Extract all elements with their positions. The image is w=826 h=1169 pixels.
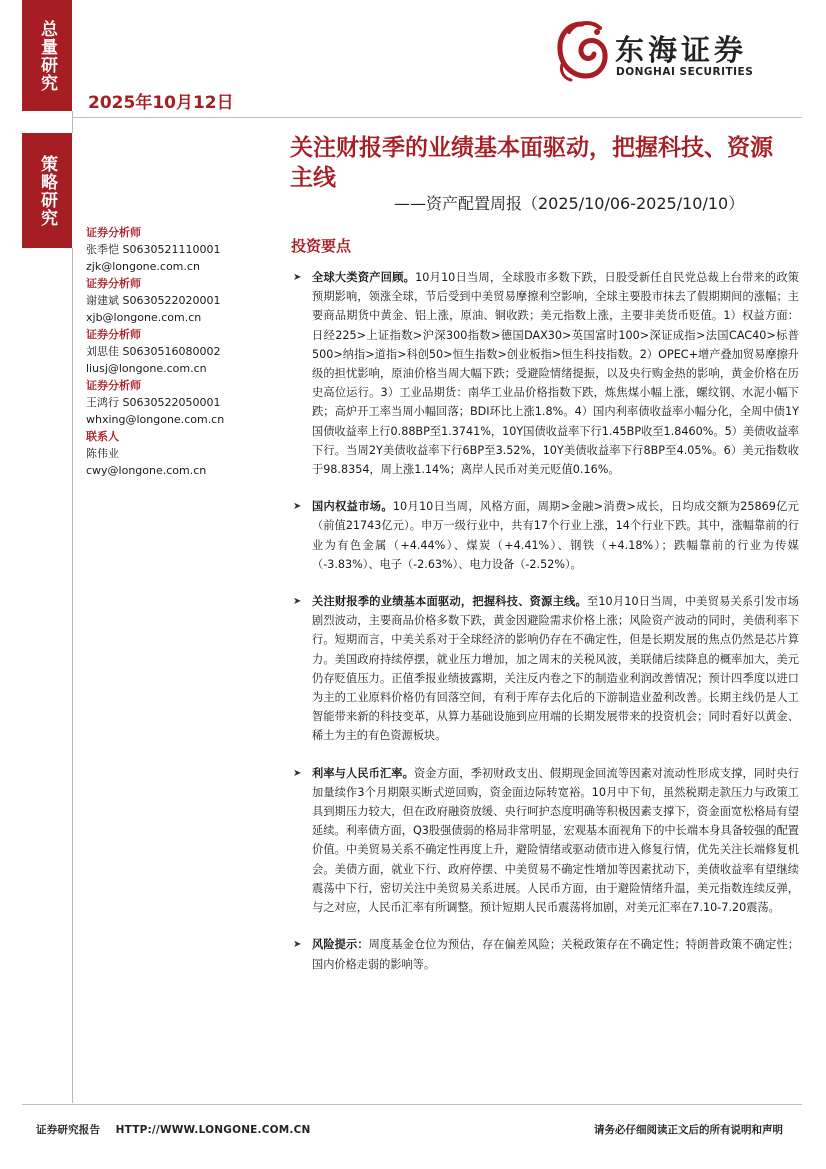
analyst-email[interactable]: xjb@longone.com.cn <box>86 311 202 324</box>
key-point-lead: 关注财报季的业绩基本面驱动，把握科技、资源主线。 <box>312 595 587 609</box>
donghai-logo-icon <box>553 18 611 84</box>
key-point-item <box>291 935 799 973</box>
analyst-email[interactable]: zjk@longone.com.cn <box>86 260 200 273</box>
footer-left-text[interactable]: 证券研究报告 HTTP://WWW.LONGONE.COM.CN <box>36 1124 311 1136</box>
category-badge-strategy-text: 策略研究 <box>37 154 57 227</box>
section-heading-key-points: 投资要点 <box>291 237 352 255</box>
key-point-text: 10月10日当周，风格方面，周期>金融>消费>成长，日均成交额为25869亿元（前值21743亿元）。申万一级行业中，共有17个行业上涨，14个行业下跌。其中，涨幅靠前的行业为有色金属（+4.44%）、煤炭（+4.41%）、钢铁（+4.18%）；跌幅靠前的行业为传媒（-3.83%）、电子（-2.63%）、电力设备（-2.52%）。 <box>312 500 799 571</box>
analyst-entry <box>86 377 276 428</box>
contact-email[interactable]: cwy@longone.com.cn <box>86 464 207 477</box>
key-point-lead: 全球大类资产回顾。 <box>312 271 416 284</box>
analyst-entry <box>86 275 276 326</box>
key-points-body <box>291 268 799 992</box>
analyst-entry <box>86 224 276 275</box>
report-title: 关注财报季的业绩基本面驱动，把握科技、资源主线 <box>290 135 773 191</box>
contact-entry <box>86 428 276 479</box>
contact-role: 联系人 <box>86 430 119 443</box>
arrow-bullet-icon: ➤ <box>293 767 302 779</box>
report-date: 2025年10月12日 <box>88 93 234 113</box>
analyst-name: 谢建斌 S0630522020001 <box>86 294 221 307</box>
key-point-text: 资金方面，季初财政支出、假期现金回流等因素对流动性形成支撑，同时央行加量续作3个月期限买断式逆回购，资金面边际转宽裕。10月中下旬，虽然税期走款压力与政策工具到期压力较大，但在政府融资放缓、央行呵护态度明确等积极因素支撑下，资金面宽松格局有望延续。利率债方面，Q3股强债弱的格局非常明显，宏观基本面视角下的中长端本身具备较强的配置价值。中美贸易关系不确定性再度上升，避险情绪或驱动债市进入修复行情，优先关注长端修复机会。美债方面，就业下行、政府停摆、中美贸易不确定性增加等因素扰动下，美债收益率有望继续震荡中下行，密切关注中美贸易关系进展。人民币方面，由于避险情绪升温，美元指数连续反弹，与之对应，人民币汇率有所调整。预计短期人民币震荡将加剧，对美元汇率在7.10-7.20震荡。 <box>312 766 799 915</box>
contact-name: 陈伟业 <box>86 447 119 460</box>
analyst-entry <box>86 326 276 377</box>
key-point-item <box>291 497 799 574</box>
key-point-item <box>291 764 799 918</box>
key-point-text: 周度基金仓位为预估，存在偏差风险；关税政策存在不确定性；特朗普政策不确定性；国内价格走弱的影响等。 <box>312 938 799 971</box>
arrow-bullet-icon: ➤ <box>293 272 302 283</box>
key-point-text: 10月10日当周，全球股市多数下跌，日股受新任自民党总裁上台带来的政策预期影响，领涨全球，节后受到中美贸易摩擦利空影响，全球主要股市抹去了假期期间的涨幅；主要商品期货中黄金、铝上涨，原油、铜收跌；美元指数上涨，主要非美货币贬值。1）权益方面：日经225>上证指数>沪深300指数>德国DAX30>英国富时100>深证成指>法国CAC40>标普500>纳指>道指>科创50>恒生指数>创业板指>恒生科技指数。2）OPEC+增产叠加贸易摩擦升级的担忧影响，原油价格当周大幅下跌；受避险情绪提振，以及央行购金热的影响，黄金价格在历史高位运行。3）工业品期货：南华工业品价格指数下跌，炼焦煤小幅上涨，螺纹钢、水泥小幅下跌；高炉开工率当周小幅回落；BDI环比上涨1.8%。4）国内利率债收益率小幅分化，全周中债1Y国债收益率上行0.88BP至1.3741%，10Y国债收益率下行1.45BP收至1.8460%。5）美债收益率下行。当周2Y美债收益率下行6BP至3.52%，10Y美债收益率下行8BP至4.05%。6）美元指数收于98.8354，周上涨1.14%；离岸人民币对美元贬值0.16%。 <box>312 271 799 477</box>
arrow-bullet-icon: ➤ <box>293 596 302 608</box>
report-subtitle: ——资产配置周报（2025/10/06-2025/10/10） <box>394 194 745 213</box>
analyst-role: 证券分析师 <box>86 277 141 290</box>
category-badge-macro <box>22 0 72 111</box>
analyst-role: 证券分析师 <box>86 379 141 392</box>
key-point-item <box>291 592 799 746</box>
key-point-text: 至10月10日当周，中美贸易关系引发市场剧烈波动，主要商品价格多数下跌，黄金因避险需求价格上涨；风险资产波动的同时，美债利率下行。短期而言，中美关系对于全球经济的影响仍存在不确定性，但是长期发展的焦点仍然是芯片算力。美国政府持续停摆，就业压力增加，加之周末的关税风波，美联储后续降息的概率加大，美元仍存贬值压力。正值季报业绩披露期，关注反内卷之下的制造业利润改善情况；预计四季度以进口为主的工业原料价格仍有回落空间，有利于库存去化后的下游制造业盈利改善。长期主线仍是人工智能带来新的科技变革，从算力基础设施到应用端的长期发展带来的投资机会；同时看好以黄金、稀土为主的有色资源板块。 <box>312 595 799 743</box>
logo-chinese-name: 东海证券 <box>615 33 748 67</box>
header-rule <box>72 117 802 118</box>
footer-rule <box>22 1104 802 1105</box>
analyst-name: 王鸿行 S0630522050001 <box>86 396 221 409</box>
arrow-bullet-icon: ➤ <box>293 939 302 951</box>
left-vertical-rule <box>72 111 73 133</box>
analyst-name: 刘思佳 S0630516080002 <box>86 345 221 358</box>
analyst-email[interactable]: whxing@longone.com.cn <box>86 413 225 426</box>
analyst-email[interactable]: liusj@longone.com.cn <box>86 362 207 375</box>
analyst-role: 证券分析师 <box>86 328 141 341</box>
left-vertical-rule-lower <box>72 248 73 1103</box>
key-point-item <box>291 268 799 479</box>
arrow-bullet-icon: ➤ <box>293 501 302 513</box>
analyst-role: 证券分析师 <box>86 226 141 239</box>
footer-disclaimer: 请务必仔细阅读正文后的所有说明和声明 <box>594 1124 783 1136</box>
category-badge-macro-text: 总量研究 <box>37 19 57 92</box>
logo-english-name: DONGHAI SECURITIES <box>616 66 754 78</box>
key-point-lead: 利率与人民币汇率。 <box>312 766 414 780</box>
key-point-lead: 风险提示： <box>312 938 369 952</box>
category-badge-strategy <box>22 133 72 248</box>
analyst-list <box>86 224 276 479</box>
key-point-lead: 国内权益市场。 <box>312 500 393 514</box>
analyst-name: 张季恺 S0630521110001 <box>86 243 221 256</box>
